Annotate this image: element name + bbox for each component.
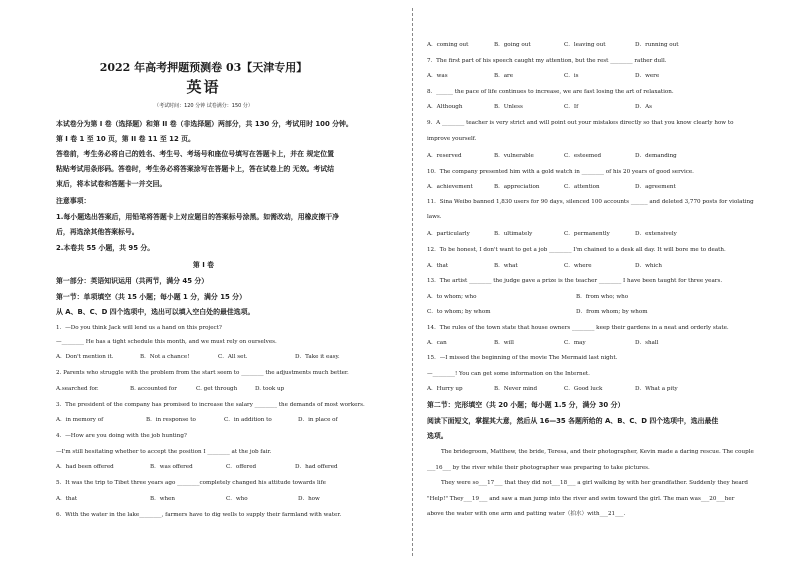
notice-item: 1.每小题选出答案后，用铅笔将答题卡上对应题目的答案标号涂黑。如需改动，用橡皮擦干净 [56, 213, 340, 221]
option-b: B．Not a chance! [140, 354, 190, 360]
option-b: B．Unless [494, 104, 523, 110]
option-a: A．that [56, 496, 78, 502]
option-c: C．who [226, 496, 248, 502]
column-divider [412, 8, 413, 556]
option-d: D．had offered [295, 464, 338, 470]
passage-line: above the water with one arm and patting water（拍水）with___21___. [427, 511, 626, 517]
option-b: B．from who; who [576, 294, 629, 300]
section-description: 阅读下面短文，掌握其大意，然后从 16—35 各题所给的 A、B、C、D 四个选项中，选出最佳 [427, 417, 719, 425]
option-d: D．which [635, 263, 662, 269]
option-d: D．agreement [635, 184, 676, 190]
section-description: 选项。 [427, 432, 448, 440]
question-stem: laws. [427, 214, 442, 220]
question-stem: 15．—I missed the beginning of the movie The Mermaid last night. [427, 355, 618, 361]
question-stem: —________ He has a tight schedule this month, and we must rely on ourselves. [56, 339, 277, 345]
option-c: C．esteemed [564, 153, 602, 159]
option-a: A．Hurry up [427, 386, 463, 392]
right-column [421, 0, 794, 562]
option-c: C. get through [196, 386, 238, 392]
question-stem: improve yourself. [427, 136, 477, 142]
question-stem: 11．Sina Weibo banned 1,830 users for 90 days, silenced 100 accounts ______ and deleted 3,770 posts for violating [427, 199, 754, 205]
part-heading: 第一部分：英语知识运用（共两节，满分 45 分） [56, 277, 209, 285]
option-c: C．in addition to [224, 417, 272, 423]
notice-item: 2.本卷共 55 小题，共 95 分。 [56, 244, 155, 252]
option-b: B．ultimately [494, 231, 533, 237]
option-c: C．All set. [218, 354, 248, 360]
exam-title: 2022 年高考押题预测卷 03【天津专用】 [99, 61, 308, 74]
option-c: C．where [564, 263, 592, 269]
question-stem: 14．The rules of the town state that house owners ________ keep their gardens in a neat and orderly state. [427, 325, 729, 331]
notice-label: 注意事项： [56, 197, 91, 205]
instruction-line: 本试卷分为第 I 卷（选择题）和第 II 卷（非选择题）两部分，共 130 分，考试用时 100 分钟。 [56, 120, 353, 128]
option-a: A．achievement [427, 184, 473, 190]
option-b: B．vulnerable [494, 153, 534, 159]
passage-line: They were so___17___ that they did not___18___ a girl walking by with her grandfather. Suddenly they heard [441, 480, 748, 486]
option-d: D．As [635, 104, 652, 110]
question-stem: 9．A ________ teacher is very strict and will point out your mistakes directly so that you know clearly how to [427, 120, 734, 126]
question-stem: 6．With the water in the lake________, farmers have to dig wells to supply their farmland with water. [56, 512, 342, 518]
question-stem: 12．To be honest, I don't want to get a job ________ I'm chained to a desk all day. It will bore me to death. [427, 247, 726, 253]
option-a: A．was [427, 73, 448, 79]
option-d: D．from whom; by whom [576, 309, 648, 315]
question-stem: —________! You can get some information on the Internet. [427, 371, 590, 377]
option-a: A．that [427, 263, 449, 269]
option-c: C．is [564, 73, 579, 79]
option-b: B．appreciation [494, 184, 540, 190]
option-a: A．can [427, 340, 447, 346]
option-a: A.searched for. [56, 386, 99, 392]
option-d: D．running out [635, 42, 679, 48]
option-d: D．demanding [635, 153, 677, 159]
question-stem: 13．The artist ________ the judge gave a prize is the teacher ________ I have been taught for three years. [427, 278, 723, 284]
option-c: C．offered [226, 464, 257, 470]
notice-item: 后，再选涂其他答案标号。 [56, 228, 139, 236]
option-b: B. accounted for [130, 386, 177, 392]
instruction-line: 第 I 卷 1 至 10 页，第 II 卷 11 至 12 页。 [56, 135, 195, 143]
option-d: D．What a pity [635, 386, 678, 392]
instruction-line: 答卷前，考生务必将自己的姓名、考生号、考场号和座位号填写在答题卡上，并在 规定位置 [56, 150, 335, 158]
passage-line: The bridegroom, Matthew, the bride, Teresa, and their photographer, Kevin made a daring rescue. The couple [441, 449, 754, 455]
passage-line: "Help!" They___19___ and saw a man jump into the river and swim toward the girl. The man was___20___her [427, 496, 735, 502]
option-d: D．shall [635, 340, 659, 346]
subject-title: 英语 [186, 78, 221, 96]
option-d: D．were [635, 73, 660, 79]
question-stem: 2. Parents who struggle with the problem from the start seem to ________ the adjustments much better. [56, 370, 349, 376]
section-heading: 第二节：完形填空（共 20 小题；每小题 1.5 分，满分 30 分） [427, 401, 625, 409]
option-c: C．leaving out [564, 42, 606, 48]
section-heading: 第一节：单项填空（共 15 小题；每小题 1 分，满分 15 分） [56, 293, 246, 301]
option-a: A．in memory of [56, 417, 104, 423]
option-b: B．Never mind [494, 386, 538, 392]
option-b: B．will [494, 340, 514, 346]
option-d: D. took up [255, 386, 285, 392]
option-b: B．was offered [150, 464, 193, 470]
question-stem: 8．______ the pace of life continues to increase, we are fast losing the art of relaxation. [427, 89, 674, 95]
option-d: D．in place of [298, 417, 338, 423]
option-b: B．going out [494, 42, 531, 48]
instruction-line: 束后，将本试卷和答题卡一并交回。 [56, 180, 167, 188]
question-stem: 3．The president of the company has promised to increase the salary ________ the demands of most workers. [56, 402, 365, 408]
passage-line: ___16___ by the river while their photographer was preparing to take pictures. [427, 465, 650, 471]
option-c: C．attention [564, 184, 600, 190]
option-a: A．to whom; who [427, 294, 477, 300]
question-stem: 5．It was the trip to Tibet three years ago ________completely changed his attitude towards life [56, 480, 326, 486]
question-stem: 10．The company presented him with a gold watch in ________ of his 20 years of good service. [427, 169, 694, 175]
option-c: C．Good luck [564, 386, 603, 392]
option-b: B．what [494, 263, 518, 269]
question-stem: —I'm still hesitating whether to accept the position I ________ at the job fair. [56, 449, 272, 455]
instruction-line: 粘贴考试用条形码。答卷时，考生务必将答案涂写在答题卡上，答在试卷上的 无效。考试结 [56, 165, 335, 173]
option-b: B．in response to [146, 417, 196, 423]
option-c: C．to whom; by whom [427, 309, 491, 315]
option-b: B．are [494, 73, 514, 79]
option-c: C．permanently [564, 231, 610, 237]
option-a: A．particularly [427, 231, 470, 237]
option-c: C．may [564, 340, 586, 346]
option-a: A．coming out [427, 42, 469, 48]
option-a: A．reserved [427, 153, 462, 159]
option-d: D．how [298, 496, 320, 502]
option-d: D．extensively [635, 231, 677, 237]
time-note: （考试时间：120 分钟 试卷满分：150 分） [154, 103, 253, 109]
option-b: B．when [150, 496, 176, 502]
option-a: A．had been offered [56, 464, 114, 470]
question-stem: 1．—Do you think Jack will lend us a hand on this project? [56, 325, 222, 331]
option-a: A．Don't mention it. [56, 354, 114, 360]
section-description: 从 A、B、C、D 四个选项中，选出可以填入空白处的最佳选项。 [56, 308, 255, 316]
question-stem: 7．The first part of his speech caught my attention, but the rest ________ rather dull. [427, 58, 667, 64]
option-c: C．If [564, 104, 579, 110]
option-a: A．Although [427, 104, 463, 110]
question-stem: 4．—How are you doing with the job hunting? [56, 433, 187, 439]
volume-label: 第 I 卷 [192, 261, 215, 269]
option-d: D．Take it easy. [295, 354, 340, 360]
